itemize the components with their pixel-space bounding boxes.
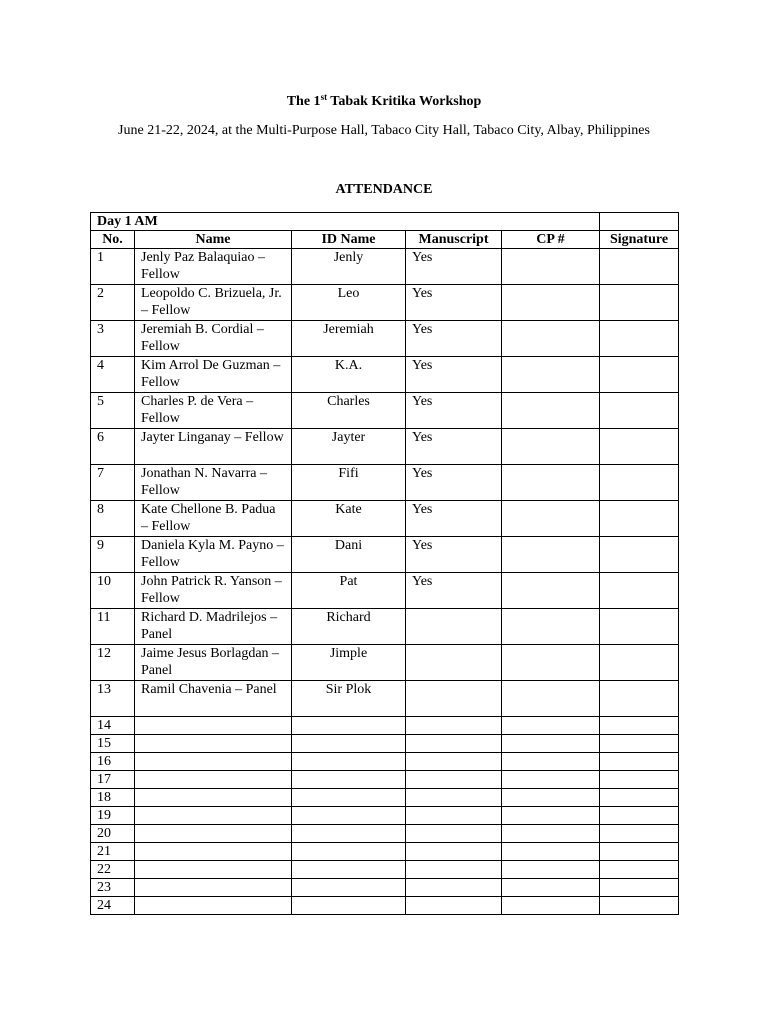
cp-number-cell <box>502 753 600 771</box>
attendee-name-cell <box>135 843 292 861</box>
column-header-id-name: ID Name <box>292 231 406 249</box>
manuscript-cell <box>406 717 502 735</box>
manuscript-cell <box>406 735 502 753</box>
row-number-cell: 24 <box>91 897 135 915</box>
cp-number-cell <box>502 537 600 573</box>
attendee-name-cell <box>135 753 292 771</box>
row-number-cell: 10 <box>91 573 135 609</box>
blank-row <box>91 753 679 771</box>
row-number-cell: 5 <box>91 393 135 429</box>
id-name-cell: Charles <box>292 393 406 429</box>
id-name-cell: K.A. <box>292 357 406 393</box>
manuscript-cell <box>406 753 502 771</box>
blank-row <box>91 771 679 789</box>
manuscript-cell <box>406 771 502 789</box>
blank-row <box>91 879 679 897</box>
cp-number-cell <box>502 789 600 807</box>
cp-number-cell <box>502 609 600 645</box>
id-name-cell <box>292 789 406 807</box>
column-header-row <box>91 231 679 249</box>
cp-number-cell <box>502 249 600 285</box>
row-number-cell: 16 <box>91 753 135 771</box>
row-number-cell: 13 <box>91 681 135 717</box>
manuscript-cell: Yes <box>406 501 502 537</box>
attendee-name-cell: Jenly Paz Balaquiao – Fellow <box>135 249 292 285</box>
signature-cell <box>600 861 679 879</box>
blank-row <box>91 807 679 825</box>
attendee-row <box>91 501 679 537</box>
day-label-row <box>91 213 679 231</box>
attendee-name-cell: John Patrick R. Yanson – Fellow <box>135 573 292 609</box>
signature-cell <box>600 879 679 897</box>
manuscript-cell: Yes <box>406 429 502 465</box>
id-name-cell <box>292 825 406 843</box>
attendee-row <box>91 609 679 645</box>
cp-number-cell <box>502 843 600 861</box>
title-ordinal-suffix: st <box>320 92 328 102</box>
manuscript-cell: Yes <box>406 285 502 321</box>
id-name-cell <box>292 843 406 861</box>
attendee-name-cell <box>135 771 292 789</box>
cp-number-cell <box>502 771 600 789</box>
row-number-cell: 4 <box>91 357 135 393</box>
row-number-cell: 2 <box>91 285 135 321</box>
row-number-cell: 8 <box>91 501 135 537</box>
manuscript-cell <box>406 645 502 681</box>
manuscript-cell: Yes <box>406 573 502 609</box>
signature-cell <box>600 735 679 753</box>
column-header-cp: CP # <box>502 231 600 249</box>
signature-cell <box>600 897 679 915</box>
attendee-row <box>91 393 679 429</box>
manuscript-cell <box>406 807 502 825</box>
id-name-cell: Jayter <box>292 429 406 465</box>
attendee-name-cell <box>135 789 292 807</box>
attendee-name-cell: Kim Arrol De Guzman – Fellow <box>135 357 292 393</box>
attendee-name-cell <box>135 735 292 753</box>
id-name-cell <box>292 807 406 825</box>
id-name-cell: Jimple <box>292 645 406 681</box>
manuscript-cell: Yes <box>406 357 502 393</box>
attendee-row <box>91 681 679 717</box>
manuscript-cell <box>406 789 502 807</box>
title-prefix: The 1 <box>286 94 321 109</box>
attendee-name-cell: Leopoldo C. Brizuela, Jr. – Fellow <box>135 285 292 321</box>
attendee-name-cell: Ramil Chavenia – Panel <box>135 681 292 717</box>
attendee-name-cell <box>135 879 292 897</box>
signature-cell <box>600 771 679 789</box>
id-name-cell: Leo <box>292 285 406 321</box>
signature-cell <box>600 609 679 645</box>
manuscript-cell: Yes <box>406 321 502 357</box>
signature-cell <box>600 717 679 735</box>
attendee-name-cell: Jaime Jesus Borlagdan – Panel <box>135 645 292 681</box>
manuscript-cell: Yes <box>406 249 502 285</box>
row-number-cell: 18 <box>91 789 135 807</box>
attendee-row <box>91 249 679 285</box>
title-suffix: Tabak Kritika Workshop <box>327 94 482 109</box>
cp-number-cell <box>502 393 600 429</box>
signature-cell <box>600 573 679 609</box>
id-name-cell: Dani <box>292 537 406 573</box>
row-number-cell: 6 <box>91 429 135 465</box>
row-number-cell: 14 <box>91 717 135 735</box>
blank-row <box>91 789 679 807</box>
cp-number-cell <box>502 825 600 843</box>
cp-number-cell <box>502 645 600 681</box>
id-name-cell <box>292 735 406 753</box>
cp-number-cell <box>502 735 600 753</box>
signature-cell <box>600 753 679 771</box>
signature-cell <box>600 645 679 681</box>
column-header-no: No. <box>91 231 135 249</box>
row-number-cell: 11 <box>91 609 135 645</box>
row-number-cell: 20 <box>91 825 135 843</box>
signature-cell <box>600 501 679 537</box>
column-header-manuscript: Manuscript <box>406 231 502 249</box>
day-label: Day 1 AM <box>91 213 600 231</box>
cp-number-cell <box>502 573 600 609</box>
blank-row <box>91 897 679 915</box>
attendee-name-cell <box>135 897 292 915</box>
attendance-table-body <box>91 213 679 915</box>
signature-cell <box>600 357 679 393</box>
document-title <box>0 93 768 111</box>
cp-number-cell <box>502 861 600 879</box>
row-number-cell: 19 <box>91 807 135 825</box>
row-number-cell: 15 <box>91 735 135 753</box>
id-name-cell <box>292 879 406 897</box>
signature-cell <box>600 321 679 357</box>
row-number-cell: 1 <box>91 249 135 285</box>
manuscript-cell <box>406 897 502 915</box>
blank-row <box>91 735 679 753</box>
id-name-cell: Jenly <box>292 249 406 285</box>
attendee-name-cell: Charles P. de Vera – Fellow <box>135 393 292 429</box>
attendee-name-cell: Jeremiah B. Cordial – Fellow <box>135 321 292 357</box>
cp-number-cell <box>502 501 600 537</box>
cp-number-cell <box>502 465 600 501</box>
signature-cell <box>600 393 679 429</box>
cp-number-cell <box>502 807 600 825</box>
id-name-cell <box>292 861 406 879</box>
manuscript-cell: Yes <box>406 537 502 573</box>
manuscript-cell: Yes <box>406 465 502 501</box>
signature-cell <box>600 825 679 843</box>
id-name-cell: Kate <box>292 501 406 537</box>
signature-cell <box>600 285 679 321</box>
cp-number-cell <box>502 717 600 735</box>
row-number-cell: 22 <box>91 861 135 879</box>
attendance-heading: ATTENDANCE <box>335 182 433 197</box>
manuscript-cell <box>406 843 502 861</box>
cp-number-cell <box>502 681 600 717</box>
document-subtitle: June 21-22, 2024, at the Multi-Purpose Hall, Tabaco City Hall, Tabaco City, Albay, Philippines <box>118 123 650 138</box>
manuscript-cell <box>406 681 502 717</box>
cp-number-cell <box>502 879 600 897</box>
id-name-cell <box>292 771 406 789</box>
attendee-name-cell <box>135 717 292 735</box>
id-name-cell: Jeremiah <box>292 321 406 357</box>
attendee-row <box>91 645 679 681</box>
cp-number-cell <box>502 285 600 321</box>
attendee-row <box>91 465 679 501</box>
attendee-row <box>91 537 679 573</box>
manuscript-cell <box>406 861 502 879</box>
row-number-cell: 9 <box>91 537 135 573</box>
attendee-row <box>91 285 679 321</box>
manuscript-cell <box>406 879 502 897</box>
attendee-row <box>91 429 679 465</box>
id-name-cell: Richard <box>292 609 406 645</box>
attendee-name-cell <box>135 807 292 825</box>
blank-row <box>91 717 679 735</box>
signature-cell <box>600 789 679 807</box>
manuscript-cell <box>406 825 502 843</box>
signature-cell <box>600 807 679 825</box>
column-header-name: Name <box>135 231 292 249</box>
attendee-row <box>91 573 679 609</box>
signature-cell <box>600 465 679 501</box>
row-number-cell: 3 <box>91 321 135 357</box>
id-name-cell: Pat <box>292 573 406 609</box>
attendee-name-cell <box>135 825 292 843</box>
id-name-cell <box>292 717 406 735</box>
signature-cell <box>600 843 679 861</box>
blank-row <box>91 825 679 843</box>
cp-number-cell <box>502 357 600 393</box>
row-number-cell: 12 <box>91 645 135 681</box>
cp-number-cell <box>502 897 600 915</box>
id-name-cell <box>292 753 406 771</box>
row-number-cell: 23 <box>91 879 135 897</box>
signature-cell <box>600 429 679 465</box>
attendee-name-cell <box>135 861 292 879</box>
manuscript-cell <box>406 609 502 645</box>
id-name-cell: Fifi <box>292 465 406 501</box>
attendee-name-cell: Jonathan N. Navarra – Fellow <box>135 465 292 501</box>
row-number-cell: 21 <box>91 843 135 861</box>
id-name-cell: Sir Plok <box>292 681 406 717</box>
row-number-cell: 17 <box>91 771 135 789</box>
cp-number-cell <box>502 429 600 465</box>
attendee-name-cell: Richard D. Madrilejos – Panel <box>135 609 292 645</box>
signature-cell <box>600 537 679 573</box>
column-header-signature: Signature <box>600 231 679 249</box>
row-number-cell: 7 <box>91 465 135 501</box>
manuscript-cell: Yes <box>406 393 502 429</box>
attendee-row <box>91 357 679 393</box>
attendee-name-cell: Kate Chellone B. Padua – Fellow <box>135 501 292 537</box>
signature-cell <box>600 249 679 285</box>
id-name-cell <box>292 897 406 915</box>
blank-row <box>91 861 679 879</box>
day-label-empty-cell <box>600 213 679 231</box>
attendee-row <box>91 321 679 357</box>
attendee-name-cell: Daniela Kyla M. Payno – Fellow <box>135 537 292 573</box>
attendee-name-cell: Jayter Linganay – Fellow <box>135 429 292 465</box>
attendance-table <box>90 212 679 915</box>
blank-row <box>91 843 679 861</box>
cp-number-cell <box>502 321 600 357</box>
signature-cell <box>600 681 679 717</box>
